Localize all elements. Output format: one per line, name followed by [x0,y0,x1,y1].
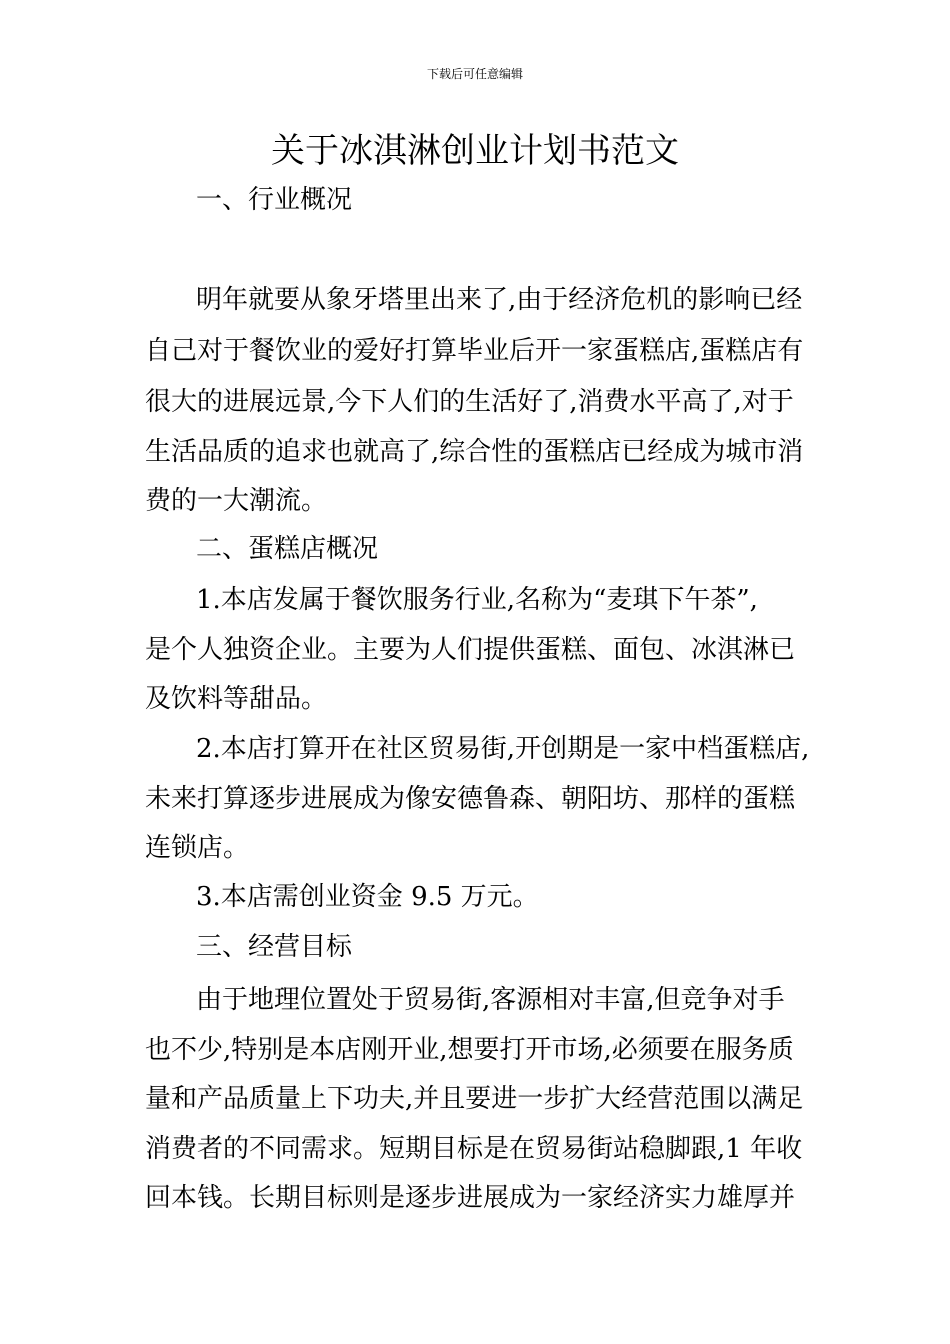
paragraph-line: 很大的进展远景,今下人们的生活好了,消费水平高了,对于 [145,387,794,417]
page-header-note: 下载后可任意编辑 [426,67,523,81]
paragraph-line: 连锁店。 [145,833,250,863]
paragraph-line: 未来打算逐步进展成为像安德鲁森、朝阳坊、那样的蛋糕 [145,784,796,814]
section-heading-goals: 三、经营目标 [196,932,353,962]
paragraph-line: 由于地理位置处于贸易街,客源相对丰富,但竞争对手 [196,985,785,1015]
paragraph-line: 自己对于餐饮业的爱好打算毕业后开一家蛋糕店,蛋糕店有 [145,336,804,366]
paragraph-line: 明年就要从象牙塔里出来了,由于经济危机的影响已经 [196,285,803,315]
section-heading-industry: 一、行业概况 [196,185,353,215]
paragraph-line: 也不少,特别是本店刚开业,想要打开市场,必须要在服务质 [145,1035,794,1065]
paragraph-line: 消费者的不同需求。短期目标是在贸易街站稳脚跟,1 年收 [145,1134,803,1164]
paragraph-line: 1.本店发属于餐饮服务行业,名称为“麦琪下午茶”, [196,585,758,615]
paragraph-line: 2.本店打算开在社区贸易街,开创期是一家中档蛋糕店, [196,734,810,764]
paragraph-line: 及饮料等甜品。 [145,684,328,714]
shop-item-3: 3.本店需创业资金 9.5 万元。 [196,882,539,912]
paragraph-line: 量和产品质量上下功夫,并且要进一步扩大经营范围以满足 [145,1084,804,1114]
document-title: 关于冰淇淋创业计划书范文 [271,131,679,171]
section-heading-shop: 二、蛋糕店概况 [196,534,379,564]
paragraph-line: 费的一大潮流。 [145,486,328,516]
paragraph-line: 回本钱。长期目标则是逐步进展成为一家经济实力雄厚并 [145,1183,796,1213]
paragraph-line: 是个人独资企业。主要为人们提供蛋糕、面包、冰淇淋已 [145,635,796,665]
paragraph-line: 生活品质的追求也就高了,综合性的蛋糕店已经成为城市消 [145,437,804,467]
